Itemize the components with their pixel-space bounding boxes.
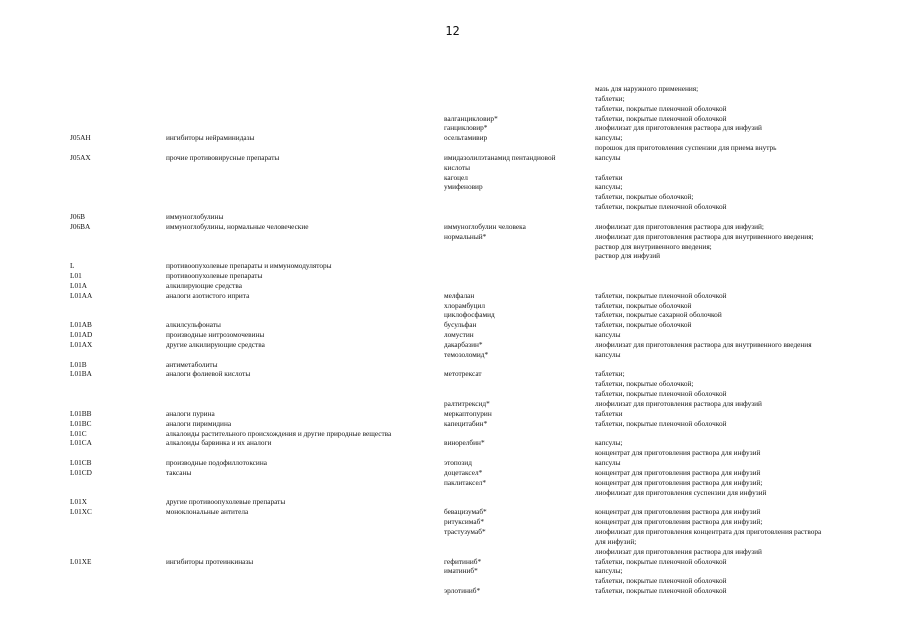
group-name: аналоги фолиевой кислоты <box>166 369 251 379</box>
dosage-form: концентрат для приготовления раствора для инфузий <box>595 507 761 517</box>
group-name: аналоги пиримидина <box>166 418 232 428</box>
drug-name: трастузумаб* <box>444 526 486 536</box>
dosage-form: таблетки, покрытые оболочкой <box>595 320 692 330</box>
table-row <box>70 291 870 301</box>
atc-code: J06B <box>70 211 86 221</box>
atc-code: L <box>70 261 75 271</box>
group-name: антиметаболиты <box>166 359 218 369</box>
table-row <box>70 182 870 192</box>
atc-code: L01CA <box>70 438 92 448</box>
dosage-form: таблетки, покрытые пленочной оболочкой <box>595 576 727 586</box>
atc-code: L01C <box>70 428 87 438</box>
drug-name: эрлотиниб* <box>444 586 481 596</box>
group-name: ингибиторы протеинкиназы <box>166 556 254 566</box>
group-name: таксаны <box>166 467 192 477</box>
table-row <box>70 497 870 507</box>
atc-code: L01B <box>70 359 87 369</box>
group-name: производные нитрозомочевины <box>166 330 265 340</box>
dosage-form: капсулы <box>595 349 621 359</box>
table-row <box>70 133 870 143</box>
drug-name: хлорамбуцил <box>444 300 485 310</box>
table-row <box>70 566 870 576</box>
dosage-form: порошок для приготовления суспензии для приема внутрь <box>595 143 777 153</box>
drug-name: капецитабин* <box>444 418 488 428</box>
dosage-form: капсулы; <box>595 133 623 143</box>
dosage-form: таблетки, покрытые пленочной оболочкой <box>595 290 727 300</box>
drug-name: умифеновир <box>444 182 483 192</box>
drug-name: иматиниб* <box>444 566 478 576</box>
dosage-form: таблетки <box>595 172 623 182</box>
dosage-form: таблетки, покрытые пленочной оболочкой <box>595 113 727 123</box>
drug-name: осельтамивир <box>444 133 488 143</box>
group-name: иммуноглобулины, нормальные человеческие <box>166 221 309 231</box>
dosage-form: таблетки, покрытые оболочкой <box>595 300 692 310</box>
table-row <box>70 173 870 183</box>
table-row <box>70 163 870 173</box>
table-row <box>70 94 870 104</box>
table-row <box>70 557 870 567</box>
drug-name: бевацизумаб* <box>444 507 487 517</box>
dosage-form: капсулы; <box>595 566 623 576</box>
group-name: аналоги пурина <box>166 408 215 418</box>
drug-name: доцетаксел* <box>444 467 483 477</box>
drug-name: валганцикловир* <box>444 113 498 123</box>
dosage-form: концентрат для приготовления раствора для инфузий; <box>595 517 763 527</box>
table-row <box>70 232 870 242</box>
atc-code: L01X <box>70 497 88 507</box>
dosage-form: капсулы <box>595 330 621 340</box>
table-row <box>70 478 870 488</box>
atc-code: L01AB <box>70 320 92 330</box>
table-row <box>70 330 870 340</box>
page-number: 12 <box>445 24 460 38</box>
table-row <box>70 429 870 439</box>
group-name: алкилсульфонаты <box>166 320 221 330</box>
group-name: аналоги азотистого иприта <box>166 290 250 300</box>
table-row <box>70 271 870 281</box>
drug-name: кагоцел <box>444 172 468 182</box>
table-row <box>70 84 870 94</box>
table-row <box>70 192 870 202</box>
table-row <box>70 458 870 468</box>
dosage-form: капсулы; <box>595 182 623 192</box>
atc-code: L01BC <box>70 418 92 428</box>
table-row <box>70 340 870 350</box>
drug-name: нормальный* <box>444 231 487 241</box>
dosage-form: концентрат для приготовления раствора для инфузий; <box>595 477 763 487</box>
table-row <box>70 310 870 320</box>
drug-name: меркаптопурин <box>444 408 492 418</box>
table-row <box>70 448 870 458</box>
table-row <box>70 409 870 419</box>
table-row <box>70 488 870 498</box>
dosage-form: концентрат для приготовления раствора для инфузий <box>595 467 761 477</box>
atc-code: L01BB <box>70 408 92 418</box>
atc-code: J05AH <box>70 133 91 143</box>
atc-code: L01A <box>70 280 88 290</box>
table-row <box>70 389 870 399</box>
dosage-form: таблетки, покрытые оболочкой; <box>595 379 694 389</box>
dosage-form: лиофилизат для приготовления суспензии для инфузий <box>595 487 767 497</box>
table-row <box>70 586 870 596</box>
group-name: противоопухолевые препараты и иммуномодуляторы <box>166 261 332 271</box>
drug-name: гефитиниб* <box>444 556 482 566</box>
drug-name: метотрексат <box>444 369 482 379</box>
table-row <box>70 507 870 517</box>
dosage-form: таблетки, покрытые пленочной оболочкой <box>595 389 727 399</box>
atc-code: L01CB <box>70 458 92 468</box>
dosage-form: таблетки; <box>595 93 625 103</box>
table-row <box>70 123 870 133</box>
drug-name: винорелбин* <box>444 438 485 448</box>
dosage-form: раствор для внутривенного введения; <box>595 241 712 251</box>
atc-code: L01AA <box>70 290 93 300</box>
table-row <box>70 301 870 311</box>
group-name: другие алкилирующие средства <box>166 339 265 349</box>
dosage-form: таблетки, покрытые оболочкой; <box>595 192 694 202</box>
dosage-form: лиофилизат для приготовления раствора для внутривенного введения <box>595 339 812 349</box>
drug-name: этопозид <box>444 458 472 468</box>
drug-name: имидазолилэтанамид пентандиовой <box>444 152 556 162</box>
dosage-form: лиофилизат для приготовления концентрата для приготовления раствора <box>595 526 822 536</box>
table-row <box>70 251 870 261</box>
drug-name: ганцикловир* <box>444 123 488 133</box>
dosage-form: лиофилизат для приготовления раствора для инфузий; <box>595 221 764 231</box>
table-row <box>70 527 870 537</box>
dosage-form: капсулы; <box>595 438 623 448</box>
table-row <box>70 212 870 222</box>
drug-name: ралтитрексид* <box>444 399 490 408</box>
group-name: противоопухолевые препараты <box>166 271 263 281</box>
dosage-form: лиофилизат для приготовления раствора для внутривенного введения; <box>595 231 814 241</box>
dosage-form: капсулы <box>595 152 621 162</box>
table-row <box>70 369 870 379</box>
table-row <box>70 114 870 124</box>
table-row <box>70 468 870 478</box>
drug-name: иммуноглобулин человека <box>444 221 526 231</box>
table-row <box>70 576 870 586</box>
dosage-form: таблетки; <box>595 369 625 379</box>
drug-name: паклитаксел* <box>444 477 486 487</box>
dosage-form: таблетки, покрытые сахарной оболочкой <box>595 310 722 320</box>
dosage-form: капсулы <box>595 458 621 468</box>
group-name: производные подофиллотоксина <box>166 458 267 468</box>
atc-code: L01XC <box>70 507 92 517</box>
table-row <box>70 261 870 271</box>
dosage-form: концентрат для приготовления раствора для инфузий <box>595 448 761 458</box>
atc-code: L01BA <box>70 369 92 379</box>
group-name: алкилирующие средства <box>166 280 242 290</box>
dosage-form: таблетки, покрытые пленочной оболочкой <box>595 556 727 566</box>
table-row <box>70 438 870 448</box>
dosage-form: лиофилизат для приготовления раствора для инфузий <box>595 546 762 556</box>
group-name: алкалоиды растительного происхождения и другие природные вещества <box>166 428 392 438</box>
drug-name: циклофосфамид <box>444 310 495 320</box>
table-row <box>70 399 870 409</box>
atc-code: L01 <box>70 271 82 281</box>
table-row <box>70 360 870 370</box>
table-row <box>70 281 870 291</box>
table-row <box>70 547 870 557</box>
dosage-form: таблетки, покрытые пленочной оболочкой <box>595 586 727 596</box>
dosage-form: раствор для инфузий <box>595 251 661 261</box>
group-name: другие противоопухолевые препараты <box>166 497 286 507</box>
group-name: прочие противовирусные препараты <box>166 152 280 162</box>
dosage-form: мазь для наружного применения; <box>595 84 699 93</box>
atc-code: L01AX <box>70 339 93 349</box>
atc-code: L01AD <box>70 330 93 340</box>
atc-code: J05AX <box>70 152 91 162</box>
table-row <box>70 379 870 389</box>
drug-name: ритуксимаб* <box>444 517 484 527</box>
table-row <box>70 320 870 330</box>
drug-name: дакарбазин* <box>444 339 483 349</box>
table-row <box>70 517 870 527</box>
group-name: алкалоиды барвинка и их аналоги <box>166 438 272 448</box>
table-row <box>70 350 870 360</box>
dosage-form: для инфузий; <box>595 536 637 546</box>
drug-list-table <box>70 84 870 596</box>
atc-code: J06BA <box>70 221 91 231</box>
drug-name: ломустин <box>444 330 474 340</box>
dosage-form: лиофилизат для приготовления раствора для инфузий <box>595 399 762 408</box>
atc-code: L01XE <box>70 556 92 566</box>
atc-code: L01CD <box>70 467 92 477</box>
table-row <box>70 419 870 429</box>
dosage-form: таблетки, покрытые пленочной оболочкой <box>595 202 727 212</box>
drug-name: кислоты <box>444 162 470 172</box>
dosage-form: таблетки, покрытые пленочной оболочкой <box>595 103 727 113</box>
drug-name: бусульфан <box>444 320 477 330</box>
group-name: иммуноглобулины <box>166 211 224 221</box>
drug-name: мелфалан <box>444 290 475 300</box>
table-row <box>70 104 870 114</box>
dosage-form: таблетки, покрытые пленочной оболочкой <box>595 418 727 428</box>
table-row <box>70 153 870 163</box>
table-row <box>70 242 870 252</box>
table-row <box>70 202 870 212</box>
dosage-form: таблетки <box>595 408 623 418</box>
table-row <box>70 222 870 232</box>
group-name: ингибиторы нейраминидазы <box>166 133 255 143</box>
table-row <box>70 537 870 547</box>
group-name: моноклональные антитела <box>166 507 249 517</box>
table-row <box>70 143 870 153</box>
drug-name: темозоломид* <box>444 349 489 359</box>
dosage-form: лиофилизат для приготовления раствора для инфузий <box>595 123 762 133</box>
